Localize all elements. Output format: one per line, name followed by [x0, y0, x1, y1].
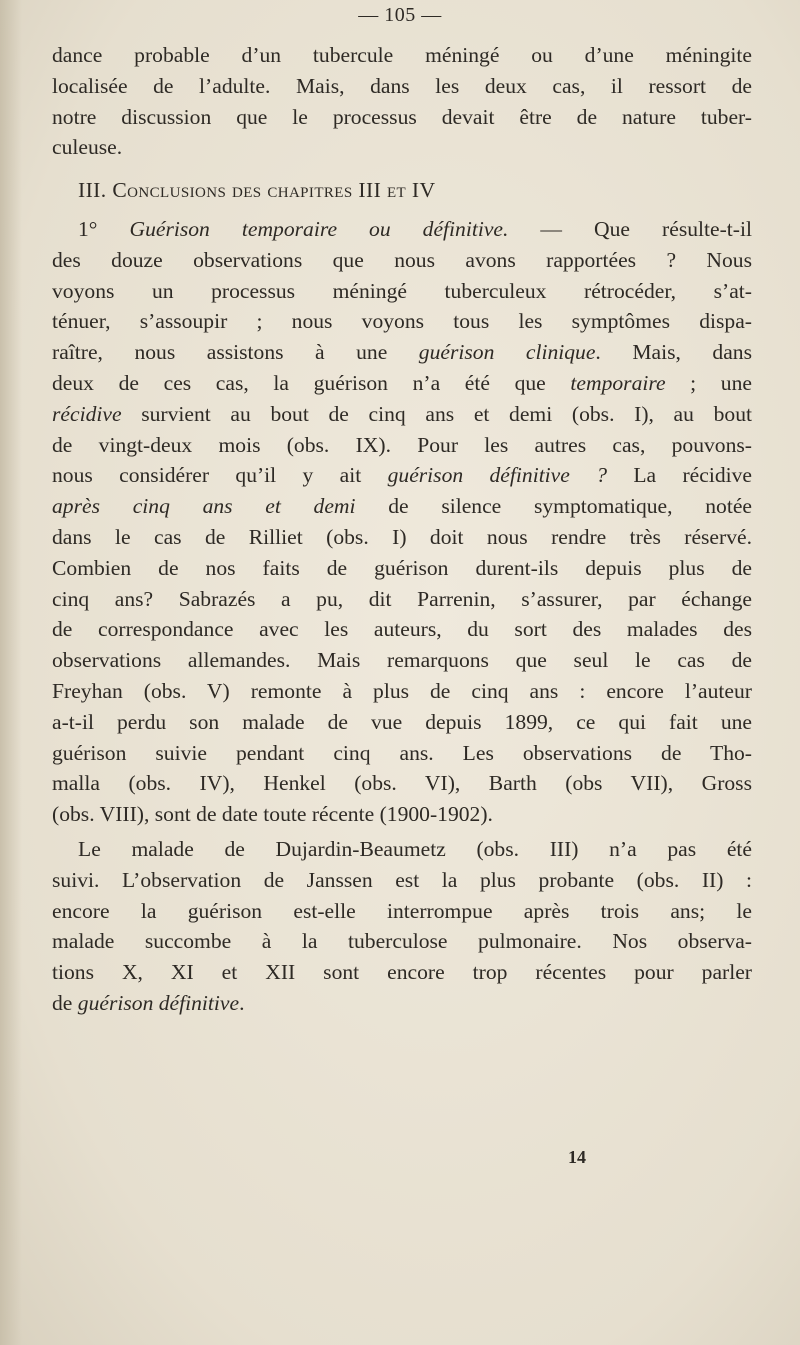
emphasis: guérison définitive: [77, 990, 240, 1015]
paragraph-1: [52, 40, 752, 163]
subsection-title: Guérison temporaire ou définitive.: [129, 216, 509, 241]
text-line: [52, 399, 752, 430]
text-line: cinq ans? Sabrazés a pu, dit Parrenin, s’assurer, par échange: [52, 586, 752, 611]
emphasis: récidive: [52, 401, 122, 426]
text-line: guérison suivie pendant cinq ans. Les observations de Tho-: [52, 740, 752, 765]
text-segment: raître, nous assistons à une: [52, 340, 419, 365]
text-line: dance probable d’un tubercule méningé ou d’une méningite: [52, 43, 752, 67]
text-line: [52, 988, 752, 1019]
page-edge-shadow: [0, 0, 22, 1345]
signature-mark: 14: [568, 1147, 586, 1167]
text-line: malade succombe à la tuberculose pulmonaire. Nos observa-: [52, 929, 752, 954]
page-number: — 105 —: [358, 4, 442, 26]
text-line: encore la guérison est-elle interrompue après trois ans; le: [52, 898, 752, 923]
text-line: malla (obs. IV), Henkel (obs. VI), Barth (obs VII), Gross: [52, 771, 752, 796]
text-line: [52, 460, 752, 491]
emphasis: après cinq ans et demi: [52, 494, 356, 519]
text-line: Freyhan (obs. V) remonte à plus de cinq ans : encore l’auteur: [52, 678, 752, 703]
text-segment: ; une: [665, 370, 752, 395]
text-line: observations allemandes. Mais remarquons que seul le cas de: [52, 648, 752, 673]
text-line: [52, 368, 752, 399]
text-segment: — Que résulte-t-il: [508, 216, 752, 241]
body-text: [52, 40, 752, 1019]
text-line: de vingt-deux mois (obs. IX). Pour les autres cas, pouvons-: [52, 432, 752, 457]
item-number: 1°: [78, 216, 98, 241]
text-line: Combien de nos faits de guérison durent-ils depuis plus de: [52, 555, 752, 580]
text-segment: deux de ces cas, la guérison n’a été que: [52, 370, 571, 395]
text-line: culeuse.: [52, 135, 123, 160]
text-line: tions X, XI et XII sont encore trop récentes pour parler: [52, 960, 752, 985]
text-segment: .: [239, 990, 245, 1015]
paragraph-2: [52, 214, 752, 830]
section-heading: III. Conclusions des chapitres III et IV: [78, 178, 436, 203]
text-segment: de silence symptomatique, notée: [355, 494, 752, 519]
text-line: [52, 337, 752, 368]
text-line: [52, 214, 752, 245]
emphasis: temporaire: [570, 370, 666, 395]
text-segment: survient au bout de cinq ans et demi (obs. I), au bout: [121, 401, 752, 426]
emphasis: guérison définitive ?: [387, 463, 607, 488]
text-line: [52, 491, 752, 522]
emphasis: guérison clinique: [418, 340, 596, 365]
text-line: ténuer, s’assoupir ; nous voyons tous les symptômes dispa-: [52, 309, 752, 334]
text-line: des douze observations que nous avons rapportées ? Nous: [52, 247, 752, 272]
text-line: localisée de l’adulte. Mais, dans les deux cas, il ressort de: [52, 73, 752, 98]
text-segment: . Mais, dans: [595, 340, 752, 365]
text-line: notre discussion que le processus devait être de nature tuber-: [52, 104, 752, 129]
text-segment: La récidive: [607, 463, 752, 488]
text-line: a-t-il perdu son malade de vue depuis 1899, ce qui fait une: [52, 709, 752, 734]
text-segment: nous considérer qu’il y ait: [52, 463, 388, 488]
text-line: dans le cas de Rilliet (obs. I) doit nous rendre très réservé.: [52, 524, 752, 549]
text-line: de correspondance avec les auteurs, du sort des malades des: [52, 617, 752, 642]
text-segment: de: [52, 990, 78, 1015]
text-line: Le malade de Dujardin-Beaumetz (obs. III) n’a pas été: [78, 836, 752, 861]
text-line: (obs. VIII), sont de date toute récente (1900-1902).: [52, 802, 493, 827]
paragraph-3: [52, 834, 752, 1019]
text-line: suivi. L’observation de Janssen est la plus probante (obs. II) :: [52, 867, 752, 892]
text-line: voyons un processus méningé tuberculeux rétrocéder, s’at-: [52, 278, 752, 303]
